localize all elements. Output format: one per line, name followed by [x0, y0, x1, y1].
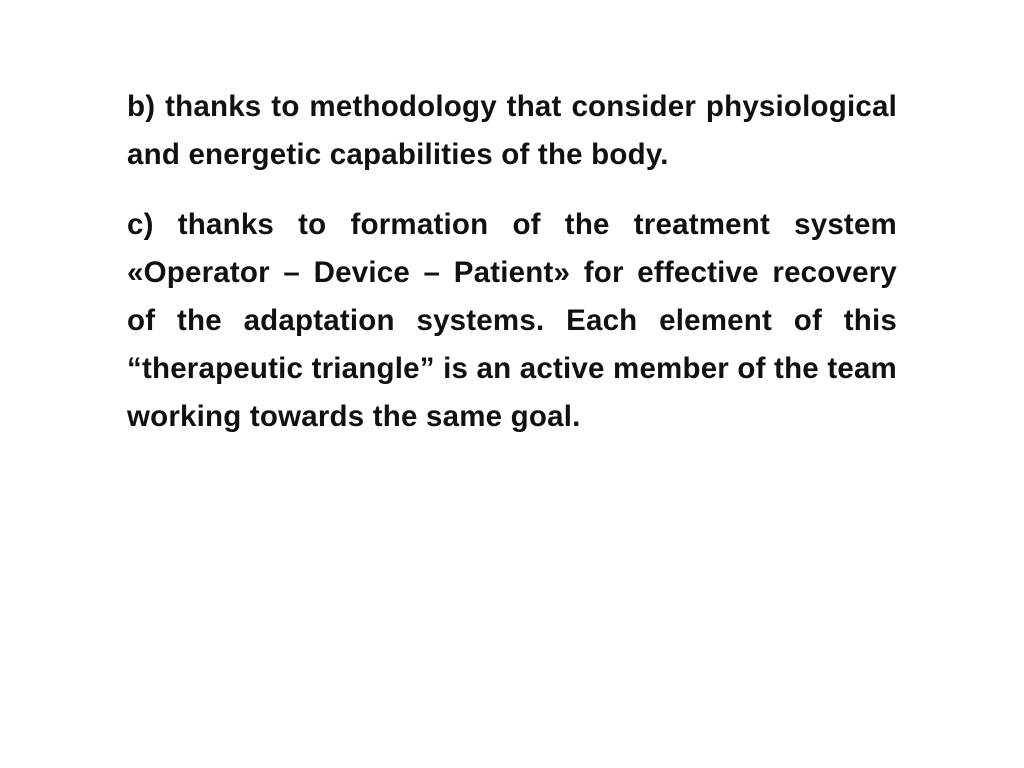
paragraph-b: b) thanks to methodology that consider physiological and energetic capabilities of the body. — [127, 90, 897, 171]
paragraph-c: c) thanks to formation of the treatment system «Operator – Device – Patient» for effective recovery of the adaptation systems. Each element of this “therapeutic triangle” is an active member of the team working towards the same goal. — [127, 208, 897, 433]
slide-body-text — [127, 83, 897, 463]
